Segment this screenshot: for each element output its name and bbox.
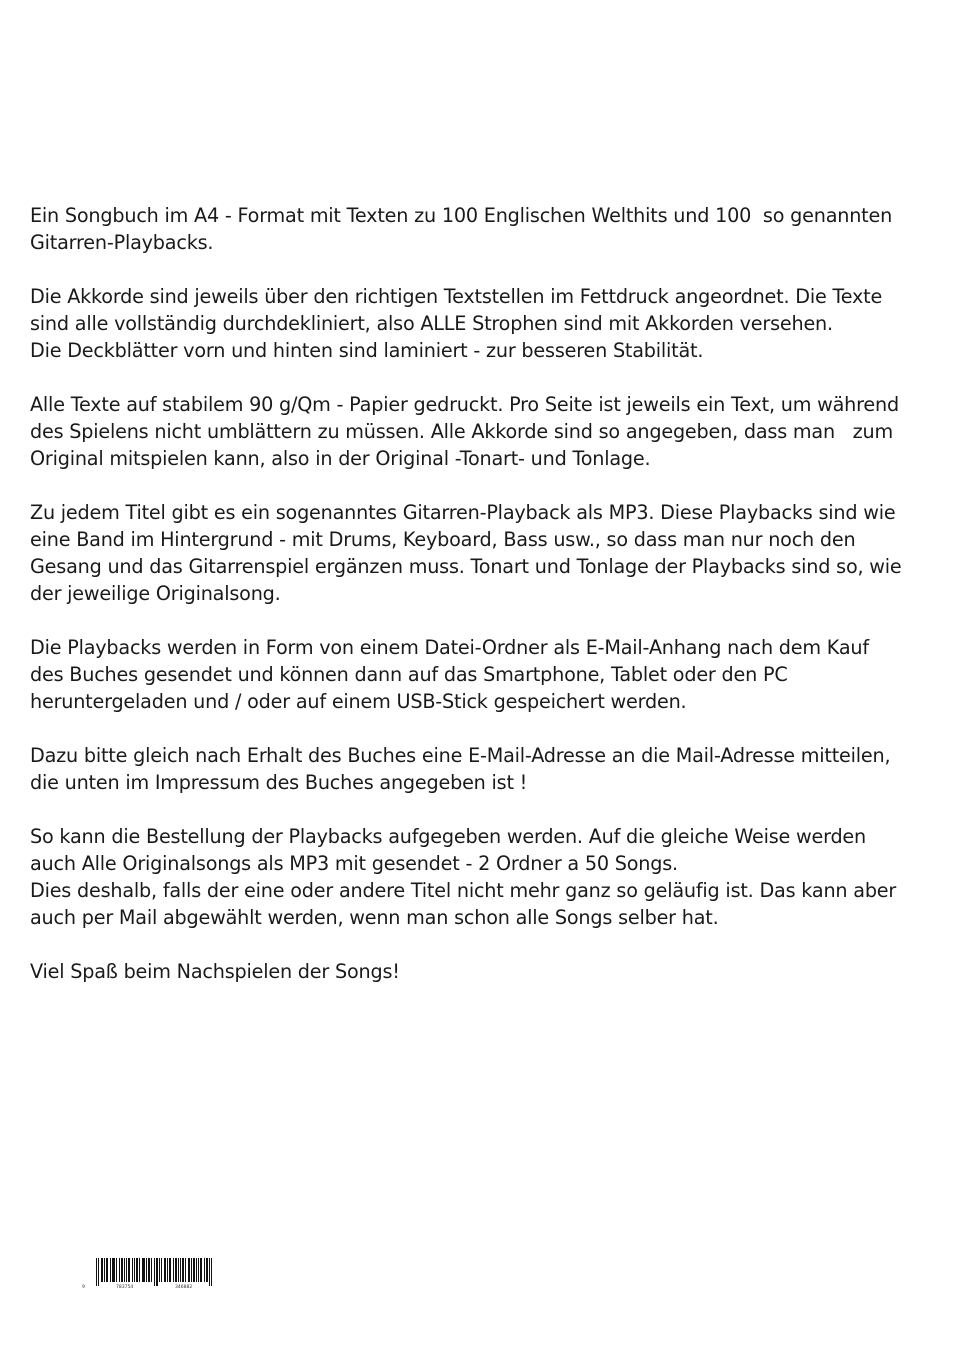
- paragraph: [30, 391, 950, 472]
- text-line: Die Deckblätter vorn und hinten sind laminiert - zur besseren Stabilität.: [30, 339, 704, 362]
- barcode-bar: [104, 1258, 105, 1282]
- barcode-bar: [101, 1258, 102, 1282]
- barcode-bar: [206, 1258, 207, 1282]
- barcode-bar: [196, 1258, 197, 1282]
- barcode-bar: [183, 1258, 184, 1282]
- barcode-bar: [207, 1258, 208, 1282]
- text-line: Dies deshalb, falls der eine oder andere Titel nicht mehr ganz so geläufig ist. Das kann aber: [30, 879, 897, 902]
- barcode-bar: [122, 1258, 123, 1282]
- barcode-bar: [144, 1258, 145, 1282]
- paragraph: [30, 958, 950, 985]
- paragraph: [30, 499, 950, 607]
- barcode-digits-left: 783754: [116, 1285, 134, 1290]
- barcode-bar: [157, 1258, 158, 1286]
- text-line: Gesang und das Gitarrenspiel ergänzen muss. Tonart und Tonlage der Playbacks sind so, wie: [30, 555, 902, 578]
- barcode-bar: [167, 1258, 168, 1282]
- text-line: auch per Mail abgewählt werden, wenn man schon alle Songs selber hat.: [30, 906, 719, 929]
- barcode-bar: [134, 1258, 135, 1282]
- barcode-bar: [137, 1258, 138, 1282]
- barcode-bar: [188, 1258, 189, 1282]
- barcode-bar: [193, 1258, 194, 1282]
- cover-text: [30, 202, 950, 1012]
- barcode-bar: [114, 1258, 115, 1282]
- barcode-bar: [146, 1258, 147, 1282]
- barcode-bar: [175, 1258, 176, 1282]
- barcode-bar: [116, 1258, 117, 1282]
- barcode-bar: [176, 1258, 177, 1282]
- barcode-digit-prefix: 9: [82, 1285, 85, 1290]
- text-line: Dazu bitte gleich nach Erhalt des Buches eine E-Mail-Adresse an die Mail-Adresse mitteilen,: [30, 744, 891, 767]
- barcode-bar: [173, 1258, 174, 1282]
- barcode-bar: [204, 1258, 205, 1282]
- barcode-bar: [142, 1258, 143, 1282]
- text-line: Viel Spaß beim Nachspielen der Songs!: [30, 960, 400, 983]
- text-line: Ein Songbuch im A4 - Format mit Texten zu 100 Englischen Welthits und 100 so genannten: [30, 204, 893, 227]
- barcode-bar: [151, 1258, 152, 1282]
- paragraph: [30, 202, 950, 256]
- barcode-bar: [198, 1258, 199, 1282]
- text-line: auch Alle Originalsongs als MP3 mit gesendet - 2 Ordner a 50 Songs.: [30, 852, 678, 875]
- text-line: der jeweilige Originalsong.: [30, 582, 281, 605]
- barcode-bar: [98, 1258, 99, 1286]
- text-line: heruntergeladen und / oder auf einem USB-Stick gespeichert werden.: [30, 690, 687, 713]
- barcode-bar: [139, 1258, 140, 1282]
- barcode-bar: [148, 1258, 149, 1282]
- paragraph: [30, 823, 950, 931]
- isbn-barcode: [80, 1258, 220, 1294]
- barcode-bar: [107, 1258, 108, 1282]
- barcode-bar: [191, 1258, 192, 1282]
- barcode-bar: [129, 1258, 130, 1282]
- barcode-bar: [96, 1258, 97, 1286]
- barcode-bar: [159, 1258, 160, 1282]
- barcode-bar: [149, 1258, 150, 1282]
- barcode-bar: [170, 1258, 171, 1282]
- barcode-bar: [180, 1258, 181, 1282]
- text-line: Gitarren-Playbacks.: [30, 231, 214, 254]
- text-line: des Buches gesendet und können dann auf das Smartphone, Tablet oder den PC: [30, 663, 788, 686]
- barcode-bar: [126, 1258, 127, 1282]
- barcode-bar: [112, 1258, 113, 1282]
- barcode-bar: [161, 1258, 162, 1282]
- barcode-bar: [194, 1258, 195, 1282]
- barcode-bar: [209, 1258, 210, 1286]
- barcode-digits-right: 346882: [175, 1285, 193, 1290]
- barcode-bar: [165, 1258, 166, 1282]
- barcode-bar: [211, 1258, 212, 1286]
- text-line: Die Playbacks werden in Form von einem Datei-Ordner als E-Mail-Anhang nach dem Kauf: [30, 636, 869, 659]
- text-line: Zu jedem Titel gibt es ein sogenanntes Gitarren-Playback als MP3. Diese Playbacks sind wie: [30, 501, 896, 524]
- barcode-bars: [80, 1258, 220, 1286]
- barcode-bar: [128, 1258, 129, 1282]
- text-line: sind alle vollständig durchdekliniert, also ALLE Strophen sind mit Akkorden versehen.: [30, 312, 833, 335]
- barcode-bar: [164, 1258, 165, 1282]
- paragraph: [30, 283, 950, 364]
- text-line: des Spielens nicht umblättern zu müssen. Alle Akkorde sind so angegeben, dass man zum: [30, 420, 893, 443]
- paragraph: [30, 634, 950, 715]
- barcode-bar: [189, 1258, 190, 1282]
- barcode-bar: [102, 1258, 103, 1282]
- barcode-bar: [201, 1258, 202, 1282]
- text-line: die unten im Impressum des Buches angegeben ist !: [30, 771, 528, 794]
- barcode-bar: [106, 1258, 107, 1282]
- barcode-bar: [124, 1258, 125, 1282]
- barcode-bar: [200, 1258, 201, 1282]
- text-line: Original mitspielen kann, also in der Original -Tonart- und Tonlage.: [30, 447, 651, 470]
- barcode-bar: [156, 1258, 157, 1286]
- barcode-bar: [132, 1258, 133, 1282]
- barcode-bar: [185, 1258, 186, 1282]
- text-line: Alle Texte auf stabilem 90 g/Qm - Papier gedruckt. Pro Seite ist jeweils ein Text, um während: [30, 393, 899, 416]
- barcode-bar: [119, 1258, 120, 1282]
- barcode-bar: [113, 1258, 114, 1282]
- barcode-bar: [143, 1258, 144, 1282]
- barcode-bar: [178, 1258, 179, 1282]
- barcode-bar: [154, 1258, 155, 1286]
- text-line: eine Band im Hintergrund - mit Drums, Keyboard, Bass usw., so dass man nur noch den: [30, 528, 856, 551]
- paragraph: [30, 742, 950, 796]
- barcode-bar: [136, 1258, 137, 1282]
- barcode-bar: [110, 1258, 111, 1282]
- barcode-bar: [182, 1258, 183, 1282]
- barcode-bar: [169, 1258, 170, 1282]
- text-line: Die Akkorde sind jeweils über den richtigen Textstellen im Fettdruck angeordnet. Die Texte: [30, 285, 883, 308]
- text-line: So kann die Bestellung der Playbacks aufgegeben werden. Auf die gleiche Weise werden: [30, 825, 866, 848]
- barcode-bar: [121, 1258, 122, 1282]
